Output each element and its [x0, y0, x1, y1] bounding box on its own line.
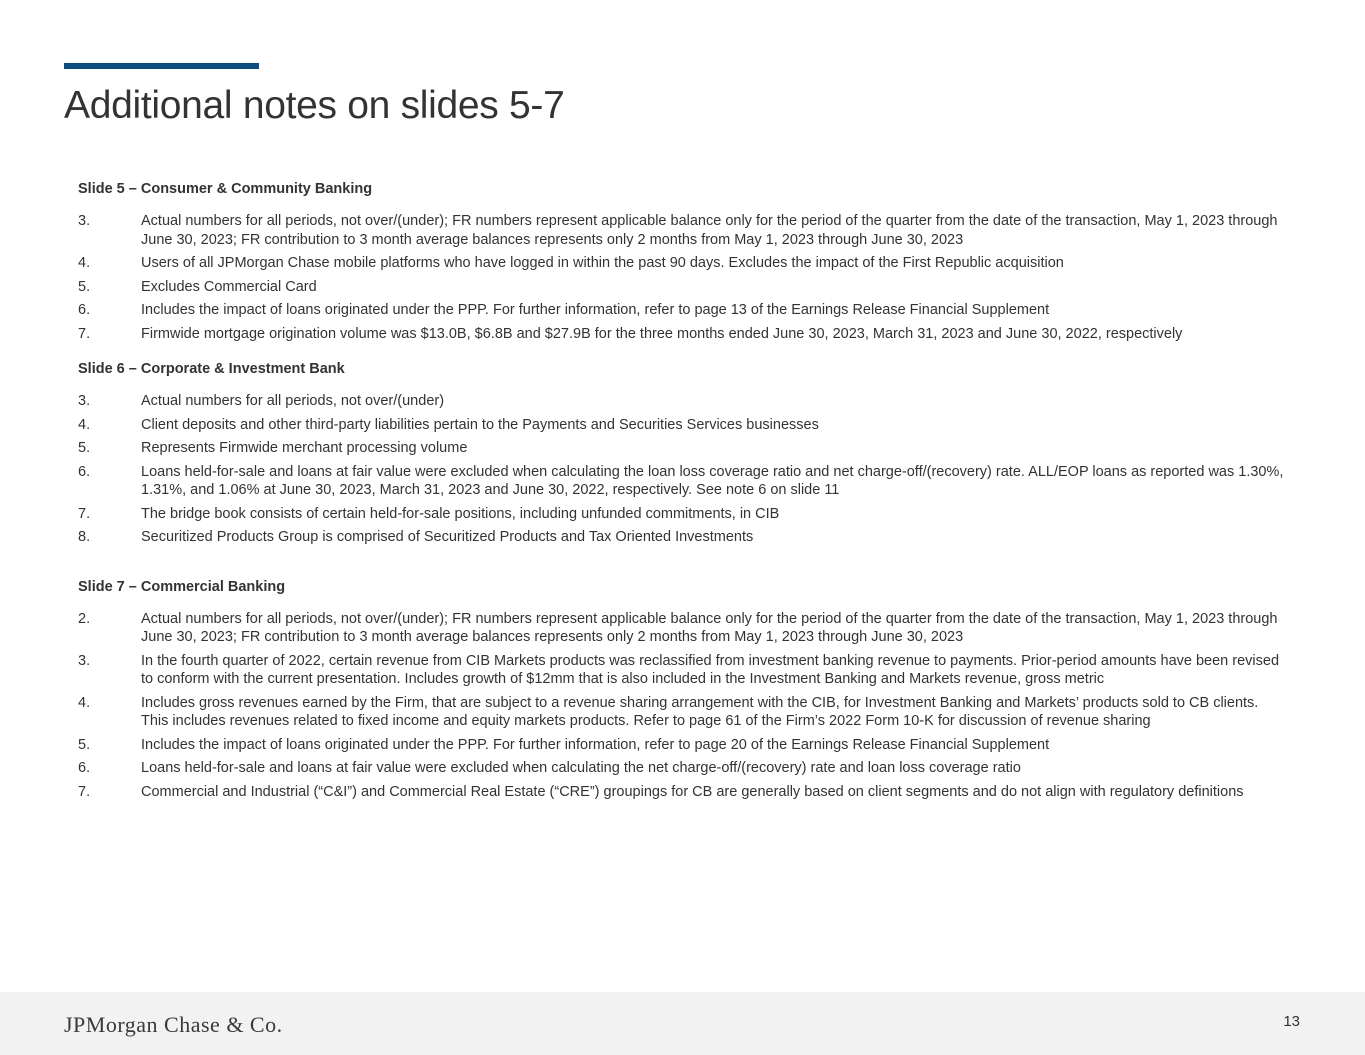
note-number: 5. — [78, 440, 91, 456]
section-spacer — [78, 348, 1288, 360]
note-item — [78, 610, 1288, 647]
title-accent-bar — [64, 63, 259, 69]
note-text: Firmwide mortgage origination volume was $13.0B, $6.8B and $27.9B for the three months ended June 30, 2023, March 31, 2023 and June 30, 2022, respectively — [141, 325, 1183, 342]
note-item — [78, 212, 1288, 249]
section-heading: Slide 7 – Commercial Banking — [78, 578, 286, 595]
note-list — [78, 610, 1288, 802]
note-item — [78, 528, 1288, 547]
note-text: Commercial and Industrial (“C&I”) and Commercial Real Estate (“CRE”) groupings for CB are generally based on client segments and do not align with regulatory definitions — [141, 783, 1244, 800]
section-heading: Slide 5 – Consumer & Community Banking — [78, 181, 373, 197]
company-logo: JPMorgan Chase & Co. — [64, 1012, 283, 1037]
note-text: Loans held-for-sale and loans at fair value were excluded when calculating the net charge-off/(recovery) rate and loan loss coverage ratio — [141, 760, 1021, 776]
note-number: 8. — [78, 529, 91, 545]
note-number: 3. — [78, 652, 91, 669]
note-number: 7. — [78, 325, 91, 342]
note-item — [78, 392, 1288, 411]
note-item — [78, 736, 1288, 755]
note-number: 3. — [78, 213, 91, 229]
note-item — [78, 278, 1288, 297]
note-item — [78, 439, 1288, 458]
note-text: Includes the impact of loans originated under the PPP. For further information, refer to page 20 of the Earnings Release Financial Supplement — [141, 736, 1050, 753]
note-number: 5. — [78, 736, 91, 753]
note-item — [78, 783, 1288, 802]
section-slide-6 — [78, 360, 1288, 547]
section-slide-5 — [78, 180, 1288, 343]
note-number: 2. — [78, 610, 91, 627]
note-item — [78, 652, 1288, 689]
note-number: 6. — [78, 463, 91, 480]
note-item — [78, 325, 1288, 344]
note-text: Actual numbers for all periods, not over/(under); FR numbers represent applicable balance only for the period of the quarter from the date of the transaction, May 1, 2023 through June 30, 2023; FR contribution to 3 month average balances represents only 2 months from May 1, 2023 through June 30, 2023 — [141, 213, 1278, 248]
note-text: Represents Firmwide merchant processing volume — [141, 440, 468, 456]
note-text: Includes the impact of loans originated under the PPP. For further information, refer to page 13 of the Earnings Release Financial Supplement — [141, 302, 1050, 318]
note-text: Actual numbers for all periods, not over/(under); FR numbers represent applicable balance only for the period of the quarter from the date of the transaction, May 1, 2023 through June 30, 2023; FR contribution to 3 month average balances represents only 2 months from May 1, 2023 through June 30, 2023 — [141, 610, 1278, 645]
note-number: 4. — [78, 694, 91, 711]
page-number: 13 — [1283, 1013, 1300, 1030]
section-heading: Slide 6 – Corporate & Investment Bank — [78, 361, 345, 377]
note-item — [78, 254, 1288, 273]
note-text: Includes gross revenues earned by the Firm, that are subject to a revenue sharing arrangement with the CIB, for Investment Banking and Markets’ products sold to CB clients. This includes revenues related to fixed income and equity markets products. Refer to page 61 of the Firm’s 2022 Form 10-K for discussion of revenue sharing — [141, 694, 1259, 729]
note-number: 5. — [78, 278, 91, 295]
page-title: Additional notes on slides 5-7 — [64, 84, 565, 127]
note-text: Users of all JPMorgan Chase mobile platforms who have logged in within the past 90 days. Excludes the impact of the First Republic acquisition — [141, 255, 1064, 271]
note-text: Excludes Commercial Card — [141, 278, 317, 295]
note-number: 6. — [78, 760, 91, 776]
note-number: 7. — [78, 783, 91, 800]
note-item — [78, 505, 1288, 524]
note-number: 7. — [78, 505, 91, 522]
footer-bar — [0, 992, 1365, 1055]
note-item — [78, 416, 1288, 435]
note-text: The bridge book consists of certain held-for-sale positions, including unfunded commitments, in CIB — [141, 505, 780, 522]
note-text: Actual numbers for all periods, not over/(under) — [141, 393, 445, 409]
note-number: 3. — [78, 393, 91, 409]
note-number: 6. — [78, 302, 91, 318]
section-spacer — [78, 552, 1288, 578]
note-item — [78, 759, 1288, 778]
note-item — [78, 694, 1288, 731]
section-slide-7 — [78, 578, 1288, 802]
note-list — [78, 212, 1288, 343]
note-number: 4. — [78, 416, 91, 433]
note-item — [78, 463, 1288, 500]
note-number: 4. — [78, 255, 91, 271]
note-text: Securitized Products Group is comprised of Securitized Products and Tax Oriented Investments — [141, 529, 754, 545]
note-text: Client deposits and other third-party liabilities pertain to the Payments and Securities Services businesses — [141, 416, 819, 433]
note-text: Loans held-for-sale and loans at fair value were excluded when calculating the loan loss coverage ratio and net charge-off/(recovery) rate. ALL/EOP loans as reported was 1.30%, 1.31%, and 1.06% at June 30, 2023, March 31, 2023 and June 30, 2022, respectively. See note 6 on slide 11 — [141, 463, 1284, 498]
notes-container — [78, 180, 1288, 806]
note-item — [78, 301, 1288, 320]
note-text: In the fourth quarter of 2022, certain revenue from CIB Markets products was reclassified from investment banking revenue to payments. Prior-period amounts have been revised to conform with the current presentation. Includes growth of $12mm that is also included in the Investment Banking and Markets revenue, gross metric — [141, 652, 1280, 687]
note-list — [78, 392, 1288, 547]
